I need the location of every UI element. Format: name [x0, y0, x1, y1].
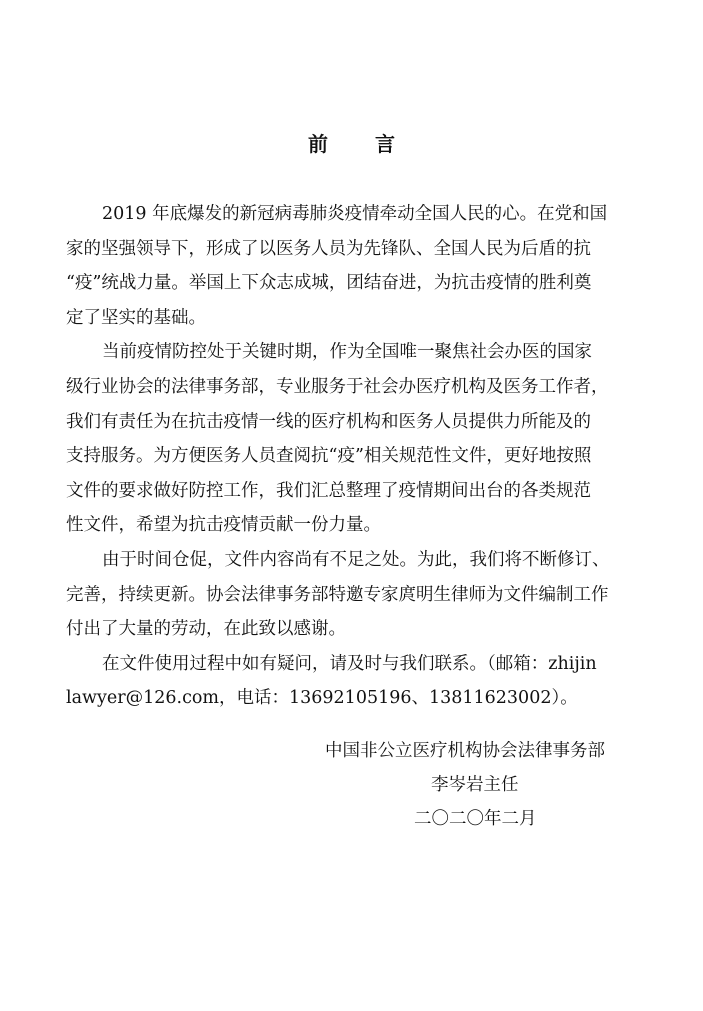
paragraph-4-line-2: lawyer@126.com，电话：13692105196、13811623002）。: [66, 688, 578, 709]
paragraph-1-line-2: 家的坚强领导下，形成了以医务人员为先锋队、全国人民为后盾的抗: [66, 238, 591, 259]
paragraph-2-line-3: 我们有责任为在抗击疫情一线的医疗机构和医务人员提供力所能及的: [66, 411, 591, 432]
paragraph-3-line-3: 付出了大量的劳动，在此致以感谢。: [66, 619, 346, 640]
signature-organization: 中国非公立医疗机构协会法律事务部: [325, 741, 605, 761]
paragraph-2-line-6: 性文件，希望为抗击疫情贡献一份力量。: [66, 515, 381, 536]
paragraph-1-line-3: “疫”统战力量。举国上下众志成城，团结奋进，为抗击疫情的胜利奠: [66, 273, 592, 294]
paragraph-2-line-5: 文件的要求做好防控工作，我们汇总整理了疫情期间出台的各类规范: [66, 480, 591, 501]
paragraph-4-line-1: 在文件使用过程中如有疑问，请及时与我们联系。（邮箱：zhijin: [102, 653, 597, 674]
signature-date: 二〇二〇年二月: [414, 809, 537, 829]
preface-body: [66, 197, 639, 716]
paragraph-3-line-2: 完善，持续更新。协会法律事务部特邀专家庹明生律师为文件编制工作: [66, 584, 609, 605]
paragraph-1-line-1: 2019 年底爆发的新冠病毒肺炎疫情牵动全国人民的心。在党和国: [102, 204, 608, 224]
preface-title: 前 言: [308, 132, 415, 156]
paragraph-1-line-4: 定了坚实的基础。: [66, 307, 206, 328]
paragraph-2-line-1: 当前疫情防控处于关键时期，作为全国唯一聚焦社会办医的国家: [102, 342, 592, 363]
paragraph-2-line-4: 支持服务。为方便医务人员查阅抗“疫”相关规范性文件，更好地按照: [66, 446, 592, 467]
paragraph-3-line-1: 由于时间仓促，文件内容尚有不足之处。为此，我们将不断修订、: [102, 549, 610, 570]
signature-person: 李岑岩主任: [431, 775, 519, 795]
paragraph-2-line-2: 级行业协会的法律事务部，专业服务于社会办医疗机构及医务工作者，: [66, 376, 609, 397]
